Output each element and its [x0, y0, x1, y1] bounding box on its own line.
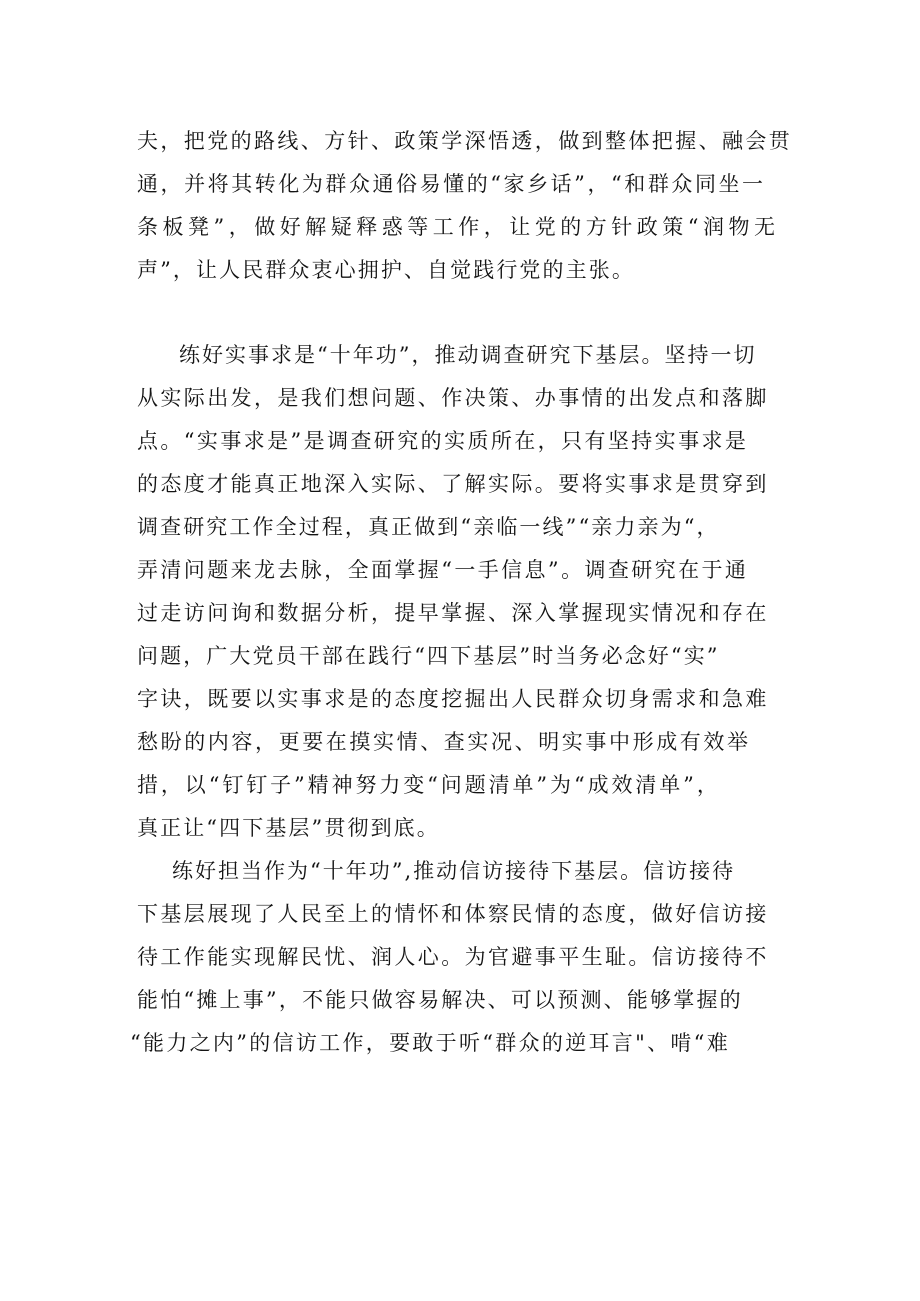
text-line: 的态度才能真正地深入实际、了解实际。要将实事求是贯穿到 — [137, 472, 769, 496]
text-line: 夫，把党的路线、方针、政策学深悟透，做到整体把握、融会贯 — [137, 129, 793, 153]
text-line: 弄清问题来龙去脉，全面掌握“一手信息”。调查研究在于通 — [137, 558, 749, 582]
text-line: 真正让“四下基层”贯彻到底。 — [137, 816, 440, 840]
text-line: 措，以“钉钉子”精神努力变“问题清单”为“成效清单”， — [137, 773, 721, 797]
text-line: 过走访问询和数据分析，提早掌握、深入掌握现实情况和存在 — [137, 601, 769, 625]
text-line: 下基层展现了人民至上的情怀和体察民情的态度，做好信访接 — [137, 902, 769, 926]
text-line: 声”，让人民群众衷心拥护、自觉践行党的主张。 — [137, 258, 635, 282]
text-line: 问题，广大党员干部在践行“四下基层”时当务必念好“实” — [137, 644, 720, 668]
text-line: 通，并将其转化为群众通俗易懂的“家乡话”，“和群众同坐一 — [137, 172, 766, 196]
text-line: “能力之内”的信访工作，要敢于听“群众的逆耳言"、啃“难 — [130, 1031, 731, 1055]
text-line: 练好实事求是“十年功”，推动调查研究下基层。坚持一切 — [179, 343, 757, 367]
text-line: 从实际出发，是我们想问题、作决策、办事情的出发点和落脚 — [137, 386, 769, 410]
text-line: 愁盼的内容，更要在摸实情、查实况、明实事中形成有效举 — [137, 730, 751, 754]
text-line: 点。“实事求是”是调查研究的实质所在，只有坚持实事求是 — [137, 429, 749, 453]
text-line: 练好担当作为“十年功”,推动信访接待下基层。信访接待 — [172, 859, 736, 883]
text-line: 字诀，既要以实事求是的态度挖掘出人民群众切身需求和急难 — [137, 687, 769, 711]
text-line: 能怕“摊上事”，不能只做容易解决、可以预测、能够掌握的 — [137, 988, 743, 1012]
text-line: 待工作能实现解民忧、润人心。为官避事平生耻。信访接待不 — [137, 945, 769, 969]
text-line: 调查研究工作全过程，真正做到“亲临一线”“亲力亲为“， — [137, 515, 720, 539]
text-line: 条板凳”，做好解疑释惑等工作，让党的方针政策“润物无 — [137, 215, 780, 239]
